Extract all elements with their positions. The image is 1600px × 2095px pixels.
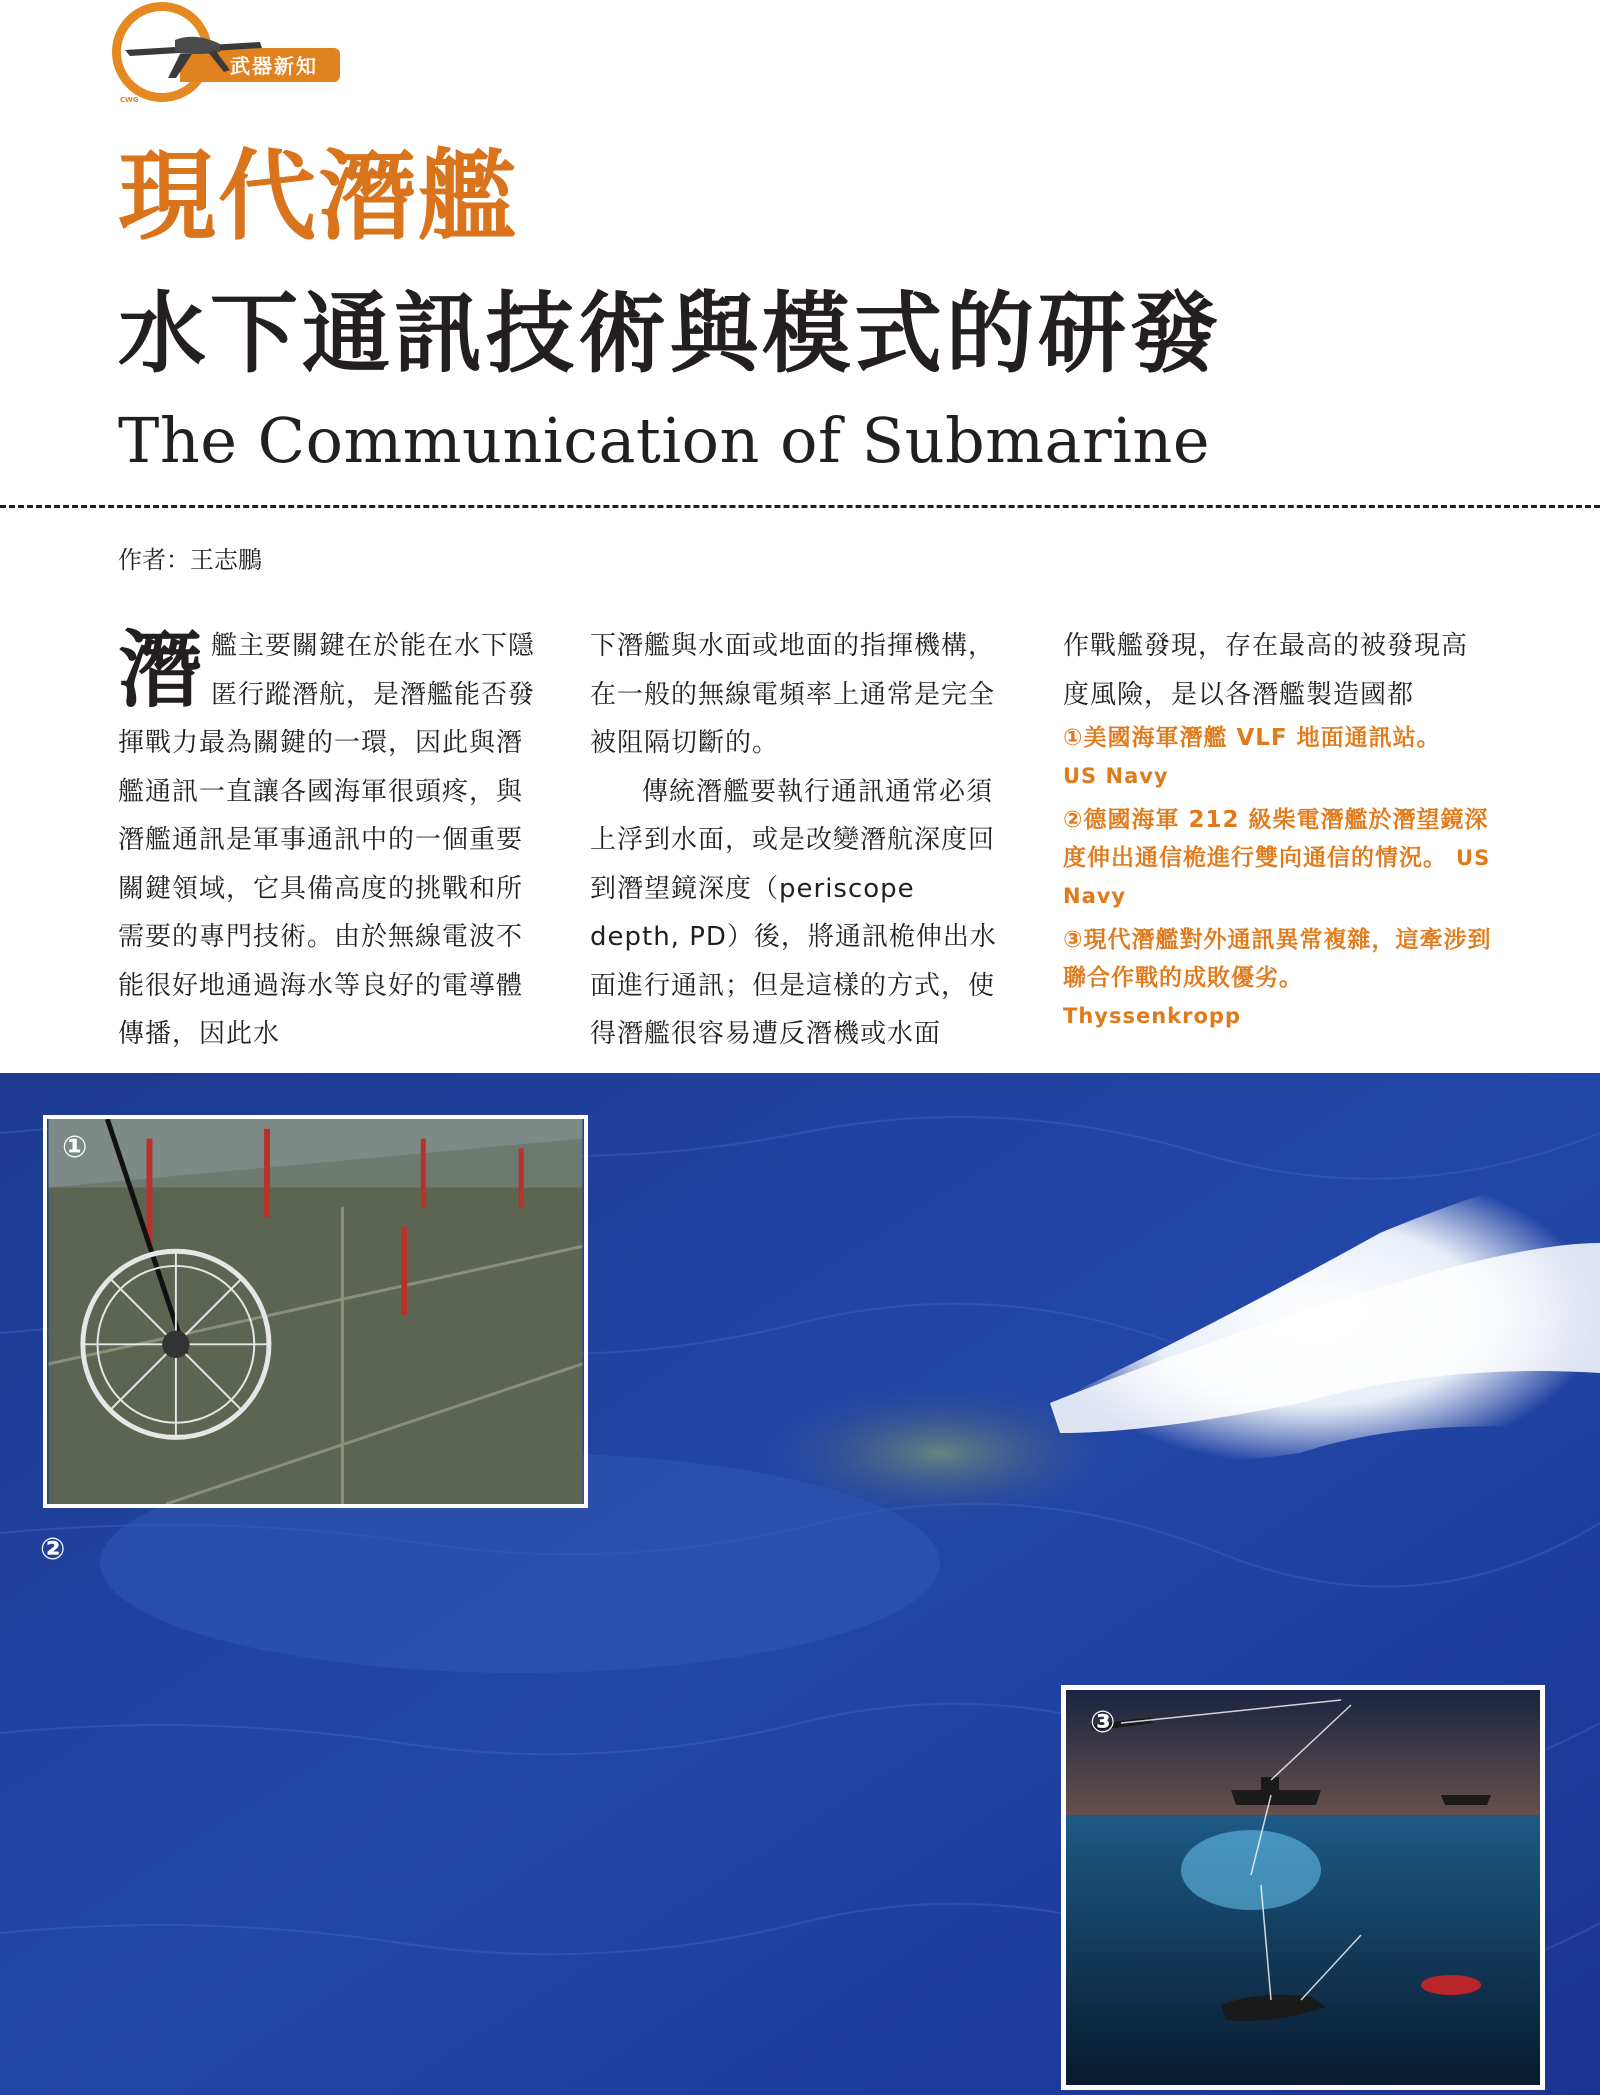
caption-3-text: ③現代潛艦對外通訊異常複雜，這牽涉到聯合作戰的成敗優劣。 xyxy=(1063,927,1492,991)
section-label: 武器新知 xyxy=(230,54,318,78)
caption-2-credit: US Navy xyxy=(1063,846,1491,908)
dashed-divider xyxy=(0,505,1600,508)
author-line: 作者：王志鵬 xyxy=(118,546,262,574)
vlf-station-photo xyxy=(43,1115,588,1508)
section-badge xyxy=(110,0,340,115)
caption-1-text: ①美國海軍潛艦 VLF 地面通訊站。 xyxy=(1063,725,1441,751)
title-sub: 水下通訊技術與模式的研發 xyxy=(118,282,1223,385)
photo-marker-1: ① xyxy=(62,1130,88,1165)
text-column-3 xyxy=(1063,622,1493,1041)
badge-logo-text: CWG xyxy=(120,96,139,104)
title-english: The Communication of Submarine xyxy=(118,404,1211,477)
drop-cap: 潛 xyxy=(118,621,204,719)
column-1-text: 艦主要關鍵在於能在水下隱匿行蹤潛航，是潛艦能否發揮戰力最為關鍵的一環，因此與潛艦通訊一直讓各國海軍很頭疼，與潛艦通訊是軍事通訊中的一個重要關鍵領域，它具備高度的挑戰和所需要的專門技術。由於無線電波不能很好地通過海水等良好的電導體傳播，因此水 xyxy=(118,631,536,1049)
caption-3 xyxy=(1063,921,1493,1035)
caption-2-text: ②德國海軍 212 級柴電潛艦於潛望鏡深度伸出通信桅進行雙向通信的情況。 xyxy=(1063,807,1489,871)
text-column-1 xyxy=(118,622,540,1059)
column-3-text: 作戰艦發現，存在最高的被發現高度風險，是以各潛艦製造國都 xyxy=(1063,631,1469,710)
photo-marker-3: ③ xyxy=(1090,1705,1116,1740)
column-2-paragraph-2: 傳統潛艦要執行通訊通常必須上浮到水面，或是改變潛航深度回到潛望鏡深度（periscope depth, PD）後，將通訊桅伸出水面進行通訊；但是這樣的方式，使得潛艦很容易遭反潛機或水面 xyxy=(590,776,997,1049)
caption-1 xyxy=(1063,719,1493,795)
title-main: 現代潛艦 xyxy=(118,140,519,254)
photo-marker-2: ② xyxy=(40,1532,66,1567)
caption-3-credit: Thyssenkropp xyxy=(1063,1004,1241,1028)
caption-1-credit: US Navy xyxy=(1063,764,1169,788)
caption-2 xyxy=(1063,801,1493,915)
text-column-2 xyxy=(590,622,1010,1059)
communication-illustration xyxy=(1061,1685,1545,2090)
column-2-paragraph-1: 下潛艦與水面或地面的指揮機構，在一般的無線電頻率上通常是完全被阻隔切斷的。 xyxy=(590,631,996,758)
